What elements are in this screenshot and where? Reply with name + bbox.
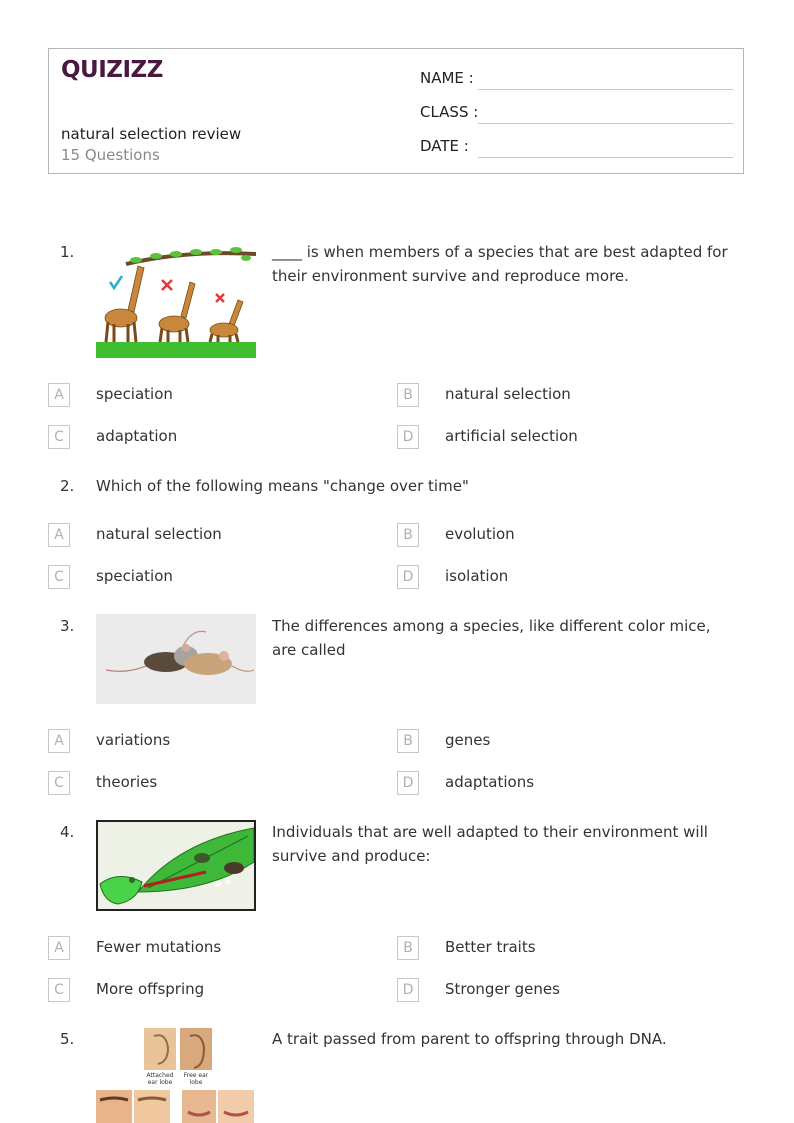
quizizz-logo: QUIZIZZ [61, 57, 163, 83]
question-text: ____ is when members of a species that are best adapted for their environment survive and reproduce more. [272, 243, 728, 285]
option-letter[interactable]: D [397, 425, 419, 449]
question-text: A trait passed from parent to offspring through DNA. [272, 1030, 667, 1048]
option-letter[interactable]: D [397, 565, 419, 589]
chameleon-image [96, 820, 256, 911]
option-text[interactable]: natural selection [445, 385, 571, 403]
option-text[interactable]: evolution [445, 525, 515, 543]
option-text[interactable]: Stronger genes [445, 980, 560, 998]
option-text[interactable]: theories [96, 773, 158, 791]
class-field[interactable] [478, 123, 733, 124]
giraffes-image [96, 242, 256, 358]
option-text[interactable]: More offspring [96, 980, 205, 998]
option-letter[interactable]: C [48, 565, 70, 589]
option-text[interactable]: Fewer mutations [96, 938, 222, 956]
attached-ear-lobe-caption: Attached ear lobe [146, 1072, 174, 1086]
free-ear-lobe-caption: Free ear lobe [183, 1072, 209, 1086]
option-letter[interactable]: C [48, 771, 70, 795]
class-label: CLASS : [420, 103, 479, 121]
option-letter[interactable]: B [397, 936, 419, 960]
option-letter[interactable]: A [48, 936, 70, 960]
option-text[interactable]: natural selection [96, 525, 222, 543]
option-text[interactable]: artificial selection [445, 427, 578, 445]
name-label: NAME : [420, 69, 474, 87]
worksheet-header [48, 48, 744, 174]
question-number: 1. [60, 243, 75, 261]
option-text[interactable]: adaptation [96, 427, 178, 445]
question-number: 3. [60, 617, 75, 635]
option-text[interactable]: variations [96, 731, 171, 749]
question-text: Which of the following means "change over time" [96, 477, 469, 495]
option-text[interactable]: Better traits [445, 938, 536, 956]
option-letter[interactable]: B [397, 383, 419, 407]
question-count: 15 Questions [61, 146, 160, 164]
option-letter[interactable]: B [397, 729, 419, 753]
option-text[interactable]: speciation [96, 385, 173, 403]
option-letter[interactable]: A [48, 523, 70, 547]
question-number: 5. [60, 1030, 75, 1048]
option-text[interactable]: speciation [96, 567, 173, 585]
mice-image [96, 614, 256, 704]
option-text[interactable]: genes [445, 731, 491, 749]
option-text[interactable]: adaptations [445, 773, 535, 791]
option-letter[interactable]: C [48, 978, 70, 1002]
question-text: Individuals that are well adapted to their environment will survive and produce: [272, 823, 708, 865]
question-text: The differences among a species, like different color mice, are called [272, 617, 711, 659]
option-letter[interactable]: D [397, 978, 419, 1002]
ear-lobes-image [96, 1026, 256, 1123]
name-field[interactable] [478, 89, 733, 90]
option-letter[interactable]: C [48, 425, 70, 449]
question-number: 4. [60, 823, 75, 841]
option-letter[interactable]: B [397, 523, 419, 547]
question-number: 2. [60, 477, 75, 495]
date-field[interactable] [478, 157, 733, 158]
worksheet-title: natural selection review [61, 125, 242, 143]
option-letter[interactable]: A [48, 729, 70, 753]
option-letter[interactable]: D [397, 771, 419, 795]
option-letter[interactable]: A [48, 383, 70, 407]
date-label: DATE : [420, 137, 469, 155]
option-text[interactable]: isolation [445, 567, 509, 585]
